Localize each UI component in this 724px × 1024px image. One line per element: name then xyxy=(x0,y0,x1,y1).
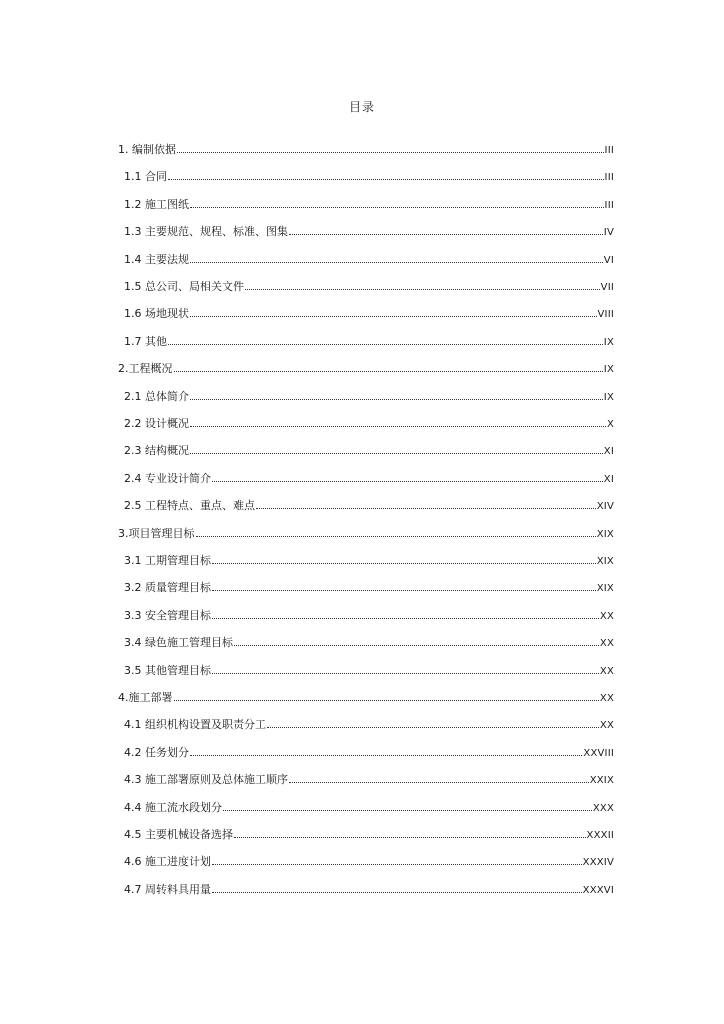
toc-entry-label: 3.2 质量管理目标 xyxy=(124,581,211,595)
toc-entry-page: XX xyxy=(599,665,614,677)
toc-entry-label: 4.7 周转料具用量 xyxy=(124,882,211,896)
toc-entry-page: III xyxy=(604,145,614,156)
toc-entry-label: 1.5 总公司、局相关文件 xyxy=(124,280,244,293)
toc-entry-page: XXXIV xyxy=(582,857,614,869)
toc-entry[interactable] xyxy=(124,335,614,349)
toc-entry-page: XXXII xyxy=(586,830,614,841)
toc-entry-label: 4.1 组织机构设置及职责分工 xyxy=(124,718,266,732)
toc-leader-dots xyxy=(212,472,603,482)
toc-entry-label: 2.2 设计概况 xyxy=(124,417,189,430)
toc-leader-dots xyxy=(174,362,603,372)
toc-entry-label: 1.7 其他 xyxy=(124,334,167,348)
toc-entry[interactable] xyxy=(124,198,614,212)
toc-entry-label: 1. 编制依据 xyxy=(118,143,176,156)
toc-leader-dots xyxy=(168,335,603,345)
toc-entry[interactable] xyxy=(118,691,614,705)
toc-entry-page: IV xyxy=(603,227,614,239)
toc-entry-page: XX xyxy=(599,638,614,650)
toc-entry-page: XIX xyxy=(596,528,614,540)
toc-entry-label: 4.施工部署 xyxy=(118,691,173,704)
toc-leader-dots xyxy=(212,609,599,619)
toc-entry[interactable] xyxy=(118,527,614,541)
toc-leader-dots xyxy=(223,801,592,811)
toc-leader-dots xyxy=(212,855,582,865)
toc-entry[interactable] xyxy=(124,307,614,321)
toc-entry-page: XIX xyxy=(596,583,614,595)
toc-entry-page: XXVIII xyxy=(583,747,614,759)
toc-entry-page: XX xyxy=(599,693,614,704)
toc-leader-dots xyxy=(267,718,599,728)
toc-leader-dots xyxy=(212,581,596,591)
toc-leader-dots xyxy=(190,444,603,454)
toc-entry-page: VII xyxy=(600,282,614,293)
toc-entry-page: XXX xyxy=(592,802,614,814)
toc-entry[interactable] xyxy=(124,773,614,787)
toc-title: 目录 xyxy=(348,100,375,114)
toc-entry-page: XXIX xyxy=(589,775,614,787)
toc-entry[interactable] xyxy=(124,225,614,239)
toc-leader-dots xyxy=(196,527,596,537)
toc-entry-label: 3.1 工期管理目标 xyxy=(124,554,211,567)
toc-entry[interactable] xyxy=(124,499,614,513)
toc-entry-page: III xyxy=(604,172,614,184)
toc-entry-page: XIV xyxy=(596,501,614,513)
toc-entry-page: XI xyxy=(603,446,614,458)
toc-entry-label: 1.2 施工图纸 xyxy=(124,197,189,211)
toc-entry-label: 2.3 结构概况 xyxy=(124,444,189,458)
toc-entry-label: 1.6 场地现状 xyxy=(124,307,189,321)
toc-entry[interactable] xyxy=(124,801,614,815)
toc-leader-dots xyxy=(234,636,599,646)
toc-leader-dots xyxy=(190,746,582,756)
toc-entry-label: 4.2 任务划分 xyxy=(124,745,189,759)
toc-leader-dots xyxy=(289,225,603,235)
toc-entry-label: 1.3 主要规范、规程、标准、图集 xyxy=(124,225,288,239)
toc-entry-page: XI xyxy=(603,473,614,485)
toc-entry-label: 2.5 工程特点、重点、难点 xyxy=(124,499,255,513)
toc-leader-dots xyxy=(174,691,599,701)
toc-entry[interactable] xyxy=(124,581,614,595)
toc-entry-label: 2.4 专业设计简介 xyxy=(124,471,211,485)
toc-entry-label: 3.4 绿色施工管理目标 xyxy=(124,636,233,650)
toc-entry-label: 4.5 主要机械设备选择 xyxy=(124,828,233,841)
toc-entry[interactable] xyxy=(124,170,614,184)
toc-leader-dots xyxy=(256,499,596,509)
toc-leader-dots xyxy=(190,307,597,317)
toc-entry[interactable] xyxy=(124,883,614,897)
toc-entry-page: IX xyxy=(603,364,614,376)
toc-leader-dots xyxy=(190,417,606,427)
toc-entry-label: 4.6 施工进度计划 xyxy=(124,855,211,869)
toc-leader-dots xyxy=(190,198,604,208)
toc-entry-page: XX xyxy=(599,610,614,622)
toc-entry[interactable] xyxy=(124,828,614,842)
toc-entry[interactable] xyxy=(124,746,614,760)
toc-entry-label: 3.项目管理目标 xyxy=(118,526,195,540)
toc-entry[interactable] xyxy=(124,390,614,404)
toc-entry-page: VI xyxy=(603,254,614,266)
toc-entry-page: IX xyxy=(603,391,614,403)
toc-leader-dots xyxy=(190,253,603,263)
toc-leader-dots xyxy=(190,390,603,400)
toc-entry-label: 4.3 施工部署原则及总体施工顺序 xyxy=(124,773,288,787)
toc-entry-label: 2.工程概况 xyxy=(118,362,173,376)
toc-entry-page: XX xyxy=(599,720,614,732)
toc-entry-label: 1.4 主要法规 xyxy=(124,252,189,266)
toc-leader-dots xyxy=(234,828,586,838)
toc-leader-dots xyxy=(289,773,589,783)
toc-entry[interactable] xyxy=(124,664,614,678)
toc-entry-label: 3.5 其他管理目标 xyxy=(124,663,211,677)
toc-leader-dots xyxy=(177,143,604,153)
toc-entry-label: 4.4 施工流水段划分 xyxy=(124,800,222,814)
toc-entry[interactable] xyxy=(124,417,614,431)
toc-entry[interactable] xyxy=(124,718,614,732)
toc-entry[interactable] xyxy=(124,280,614,294)
toc-leader-dots xyxy=(212,883,582,893)
toc-entry-page: VIII xyxy=(597,309,614,321)
toc-entry-page: XIX xyxy=(596,556,614,567)
toc-entry[interactable] xyxy=(124,609,614,623)
toc-entry-page: IX xyxy=(603,336,614,348)
toc-entry[interactable] xyxy=(124,472,614,486)
toc-entry-label: 1.1 合同 xyxy=(124,170,167,184)
toc-leader-dots xyxy=(245,280,600,290)
toc-entry-page: XXXVI xyxy=(582,884,614,896)
toc-entry-page: III xyxy=(604,199,614,211)
toc-entry-page: X xyxy=(606,419,614,430)
toc-entry-label: 3.3 安全管理目标 xyxy=(124,608,211,622)
toc-entry[interactable] xyxy=(118,143,614,157)
toc-entry[interactable] xyxy=(124,636,614,650)
toc-leader-dots xyxy=(212,664,599,674)
toc-entry[interactable] xyxy=(124,444,614,458)
toc-entry[interactable] xyxy=(124,855,614,869)
toc-entry[interactable] xyxy=(124,253,614,267)
toc-entry-label: 2.1 总体简介 xyxy=(124,389,189,403)
toc-entry[interactable] xyxy=(124,554,614,568)
toc-entry[interactable] xyxy=(118,362,614,376)
toc-leader-dots xyxy=(212,554,596,564)
toc-leader-dots xyxy=(168,170,604,180)
